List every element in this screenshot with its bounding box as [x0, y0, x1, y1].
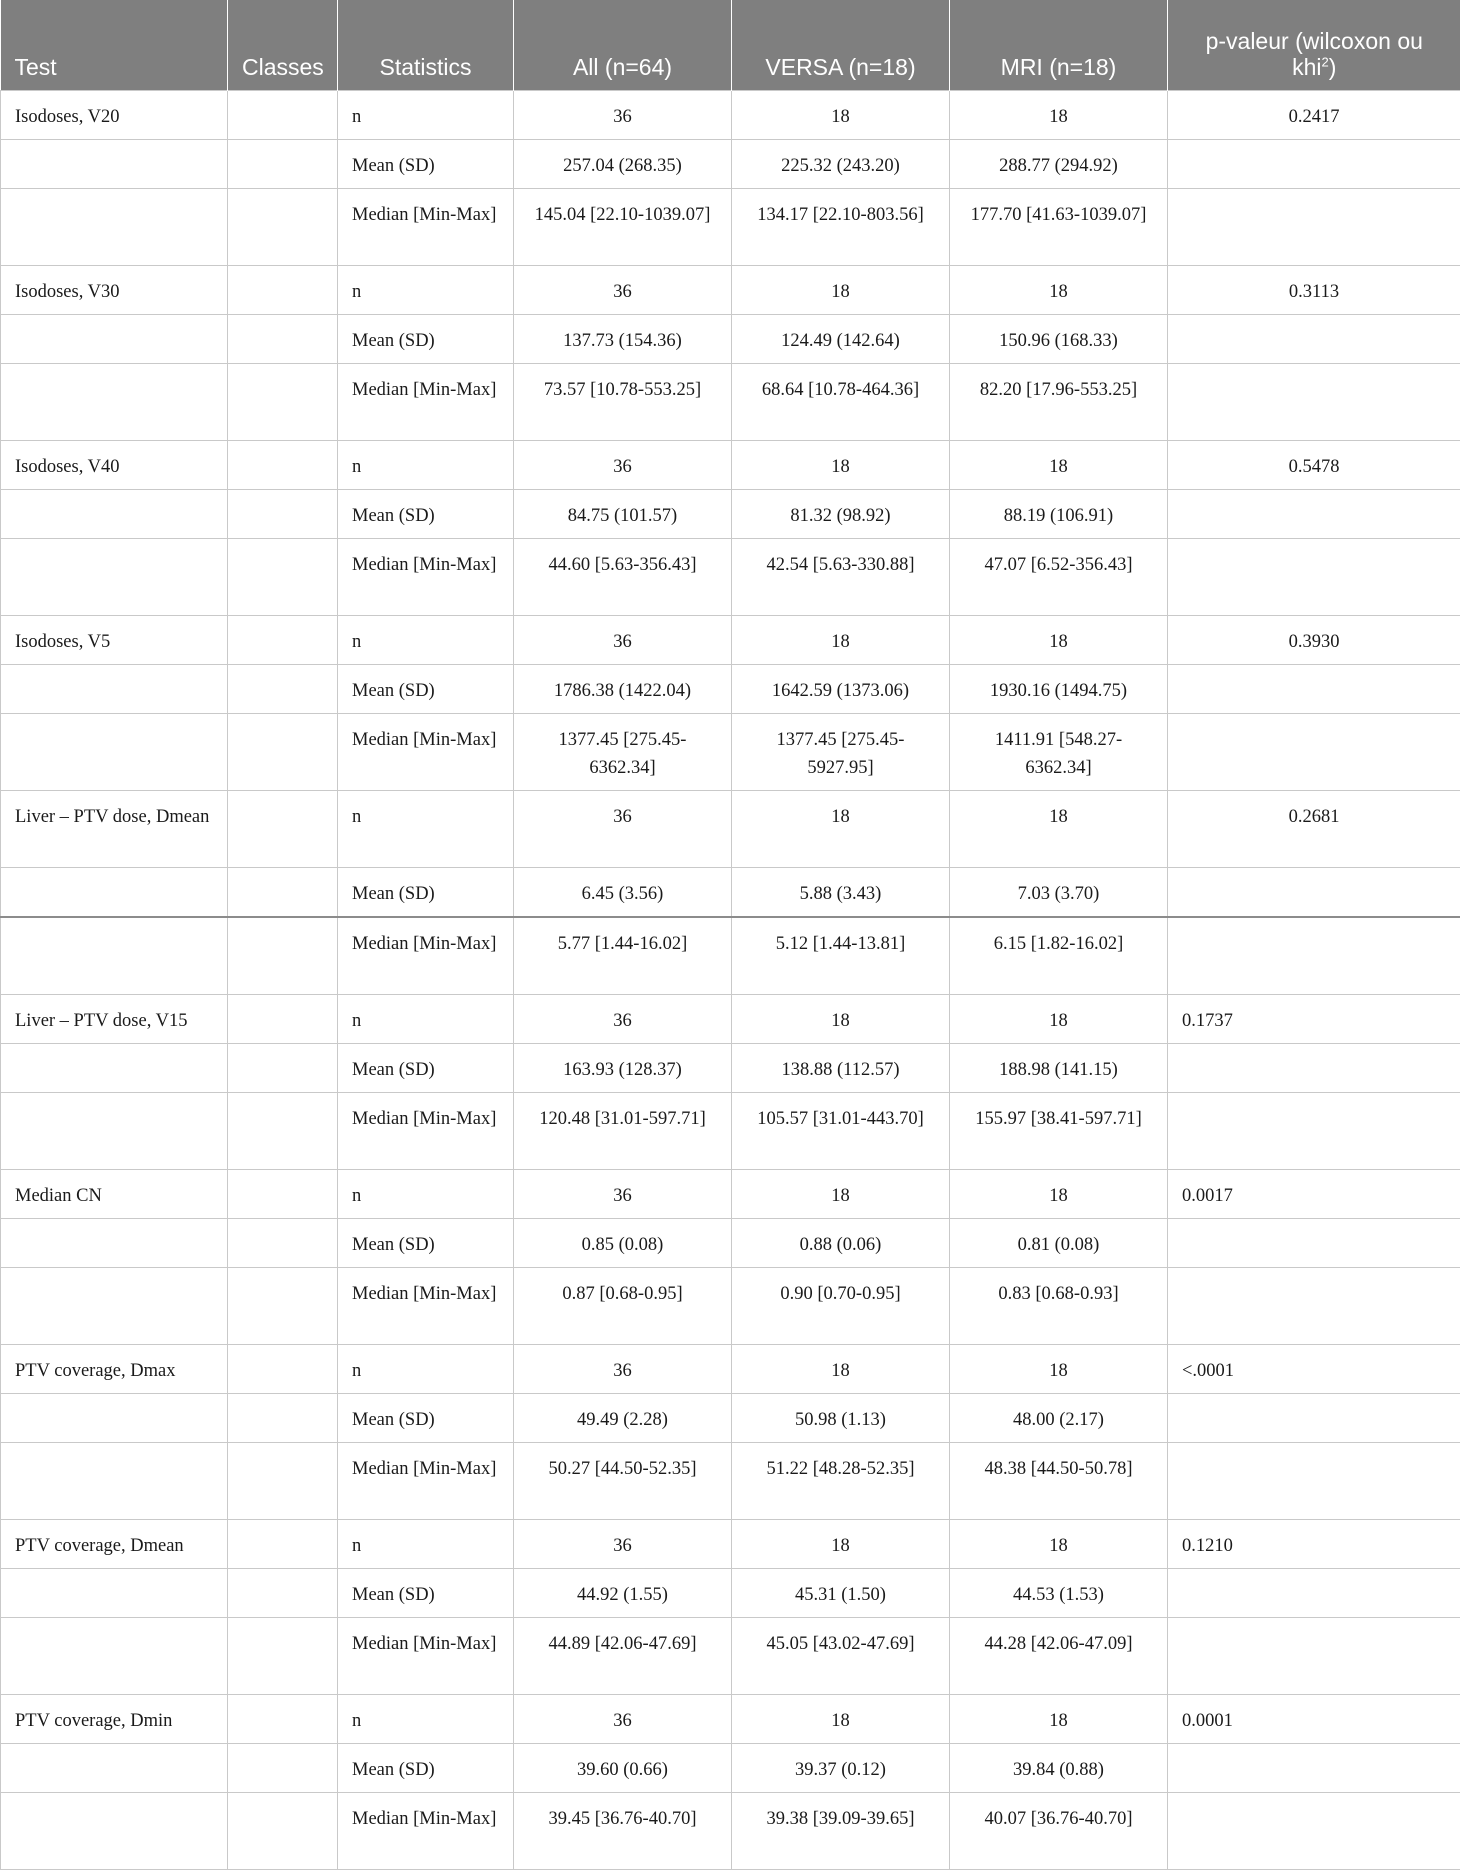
header-pvalue — [1168, 0, 1460, 91]
test-cell — [1, 917, 228, 995]
table-row — [1, 490, 1460, 539]
classes-cell — [228, 1569, 338, 1618]
pvalue-cell — [1168, 1394, 1460, 1443]
all-cell: 145.04 [22.10-1039.07] — [514, 189, 732, 266]
all-cell: 257.04 (268.35) — [514, 140, 732, 189]
statistic-label-cell: Mean (SD) — [338, 1044, 514, 1093]
versa-cell: 5.12 [1.44-13.81] — [732, 917, 950, 995]
test-cell — [1, 1219, 228, 1268]
pvalue-cell — [1168, 1093, 1460, 1170]
versa-cell: 0.88 (0.06) — [732, 1219, 950, 1268]
versa-cell: 124.49 (142.64) — [732, 315, 950, 364]
classes-cell — [228, 1520, 338, 1569]
classes-cell — [228, 1443, 338, 1520]
table-row — [1, 539, 1460, 616]
classes-cell — [228, 266, 338, 315]
pvalue-cell — [1168, 665, 1460, 714]
header-pvalue-sup: 2 — [1322, 54, 1329, 69]
classes-cell — [228, 665, 338, 714]
pvalue-cell: 0.3930 — [1168, 616, 1460, 665]
mri-cell: 18 — [950, 441, 1168, 490]
test-cell — [1, 1569, 228, 1618]
all-cell: 137.73 (154.36) — [514, 315, 732, 364]
all-cell: 84.75 (101.57) — [514, 490, 732, 539]
mri-cell: 1930.16 (1494.75) — [950, 665, 1168, 714]
versa-cell: 134.17 [22.10-803.56] — [732, 189, 950, 266]
classes-cell — [228, 1345, 338, 1394]
statistic-label-cell: n — [338, 441, 514, 490]
all-cell: 163.93 (128.37) — [514, 1044, 732, 1093]
statistic-label-cell: n — [338, 1695, 514, 1744]
table-row — [1, 791, 1460, 868]
statistic-label-cell: Median [Min-Max] — [338, 539, 514, 616]
table-row — [1, 1394, 1460, 1443]
mri-cell: 1411.91 [548.27-6362.34] — [950, 714, 1168, 791]
pvalue-cell: 0.5478 — [1168, 441, 1460, 490]
versa-cell: 18 — [732, 995, 950, 1044]
versa-cell: 39.38 [39.09-39.65] — [732, 1793, 950, 1870]
classes-cell — [228, 616, 338, 665]
test-cell — [1, 1044, 228, 1093]
table-row — [1, 315, 1460, 364]
all-cell: 36 — [514, 616, 732, 665]
mri-cell: 0.81 (0.08) — [950, 1219, 1168, 1268]
pvalue-cell — [1168, 364, 1460, 441]
statistic-label-cell: n — [338, 1345, 514, 1394]
mri-cell: 82.20 [17.96-553.25] — [950, 364, 1168, 441]
classes-cell — [228, 995, 338, 1044]
header-mri: MRI (n=18) — [950, 0, 1168, 91]
versa-cell: 18 — [732, 441, 950, 490]
classes-cell — [228, 364, 338, 441]
statistic-label-cell: n — [338, 1520, 514, 1569]
versa-cell: 18 — [732, 1520, 950, 1569]
all-cell: 36 — [514, 1520, 732, 1569]
test-cell: PTV coverage, Dmean — [1, 1520, 228, 1569]
table-row — [1, 616, 1460, 665]
classes-cell — [228, 539, 338, 616]
test-cell — [1, 189, 228, 266]
pvalue-cell — [1168, 189, 1460, 266]
versa-cell: 18 — [732, 616, 950, 665]
classes-cell — [228, 91, 338, 140]
test-cell: Isodoses, V30 — [1, 266, 228, 315]
test-cell — [1, 1618, 228, 1695]
table-row — [1, 714, 1460, 791]
table-row — [1, 441, 1460, 490]
mri-cell: 18 — [950, 1695, 1168, 1744]
versa-cell: 18 — [732, 1345, 950, 1394]
statistic-label-cell: Mean (SD) — [338, 1394, 514, 1443]
table-row — [1, 364, 1460, 441]
mri-cell: 0.83 [0.68-0.93] — [950, 1268, 1168, 1345]
mri-cell: 44.53 (1.53) — [950, 1569, 1168, 1618]
pvalue-cell — [1168, 490, 1460, 539]
pvalue-cell: <.0001 — [1168, 1345, 1460, 1394]
pvalue-cell — [1168, 1443, 1460, 1520]
mri-cell: 88.19 (106.91) — [950, 490, 1168, 539]
versa-cell: 1377.45 [275.45-5927.95] — [732, 714, 950, 791]
pvalue-cell: 0.3113 — [1168, 266, 1460, 315]
test-cell: PTV coverage, Dmin — [1, 1695, 228, 1744]
versa-cell: 18 — [732, 266, 950, 315]
table-row — [1, 1569, 1460, 1618]
mri-cell: 18 — [950, 266, 1168, 315]
header-statistics: Statistics — [338, 0, 514, 91]
statistic-label-cell: Median [Min-Max] — [338, 364, 514, 441]
all-cell: 36 — [514, 791, 732, 868]
versa-cell: 50.98 (1.13) — [732, 1394, 950, 1443]
classes-cell — [228, 1744, 338, 1793]
pvalue-cell — [1168, 539, 1460, 616]
mri-cell: 18 — [950, 791, 1168, 868]
versa-cell: 0.90 [0.70-0.95] — [732, 1268, 950, 1345]
pvalue-cell: 0.2681 — [1168, 791, 1460, 868]
classes-cell — [228, 1268, 338, 1345]
test-cell: Isodoses, V40 — [1, 441, 228, 490]
versa-cell: 45.31 (1.50) — [732, 1569, 950, 1618]
statistic-label-cell: Median [Min-Max] — [338, 1443, 514, 1520]
statistic-label-cell: Mean (SD) — [338, 140, 514, 189]
table-row — [1, 1695, 1460, 1744]
versa-cell: 18 — [732, 791, 950, 868]
table-row — [1, 189, 1460, 266]
pvalue-cell — [1168, 1268, 1460, 1345]
test-cell — [1, 315, 228, 364]
all-cell: 1377.45 [275.45-6362.34] — [514, 714, 732, 791]
pvalue-cell — [1168, 917, 1460, 995]
statistic-label-cell: n — [338, 1170, 514, 1219]
statistic-label-cell: Mean (SD) — [338, 1744, 514, 1793]
versa-cell: 42.54 [5.63-330.88] — [732, 539, 950, 616]
test-cell: Median CN — [1, 1170, 228, 1219]
mri-cell: 7.03 (3.70) — [950, 868, 1168, 918]
test-cell — [1, 539, 228, 616]
statistic-label-cell: Median [Min-Max] — [338, 1793, 514, 1870]
statistic-label-cell: n — [338, 791, 514, 868]
test-cell — [1, 1268, 228, 1345]
classes-cell — [228, 1793, 338, 1870]
classes-cell — [228, 1219, 338, 1268]
test-cell — [1, 364, 228, 441]
test-cell — [1, 1744, 228, 1793]
table-row — [1, 1093, 1460, 1170]
all-cell: 36 — [514, 441, 732, 490]
versa-cell: 45.05 [43.02-47.69] — [732, 1618, 950, 1695]
all-cell: 36 — [514, 1170, 732, 1219]
versa-cell: 1642.59 (1373.06) — [732, 665, 950, 714]
versa-cell: 81.32 (98.92) — [732, 490, 950, 539]
all-cell: 6.45 (3.56) — [514, 868, 732, 918]
test-cell — [1, 1394, 228, 1443]
table-row — [1, 266, 1460, 315]
header-test: Test — [1, 0, 228, 91]
classes-cell — [228, 1170, 338, 1219]
table-row — [1, 1345, 1460, 1394]
pvalue-cell: 0.1210 — [1168, 1520, 1460, 1569]
classes-cell — [228, 1044, 338, 1093]
all-cell: 44.89 [42.06-47.69] — [514, 1618, 732, 1695]
pvalue-cell — [1168, 1219, 1460, 1268]
test-cell: Liver – PTV dose, V15 — [1, 995, 228, 1044]
versa-cell: 51.22 [48.28-52.35] — [732, 1443, 950, 1520]
classes-cell — [228, 868, 338, 918]
all-cell: 73.57 [10.78-553.25] — [514, 364, 732, 441]
mri-cell: 150.96 (168.33) — [950, 315, 1168, 364]
test-cell: Isodoses, V5 — [1, 616, 228, 665]
pvalue-cell — [1168, 315, 1460, 364]
mri-cell: 18 — [950, 1170, 1168, 1219]
pvalue-cell: 0.2417 — [1168, 91, 1460, 140]
versa-cell: 39.37 (0.12) — [732, 1744, 950, 1793]
statistic-label-cell: Median [Min-Max] — [338, 1618, 514, 1695]
pvalue-cell — [1168, 1044, 1460, 1093]
statistic-label-cell: Mean (SD) — [338, 490, 514, 539]
all-cell: 36 — [514, 266, 732, 315]
mri-cell: 48.00 (2.17) — [950, 1394, 1168, 1443]
mri-cell: 18 — [950, 995, 1168, 1044]
header-row — [1, 0, 1460, 91]
header-versa: VERSA (n=18) — [732, 0, 950, 91]
all-cell: 36 — [514, 995, 732, 1044]
classes-cell — [228, 1093, 338, 1170]
table-row — [1, 868, 1460, 918]
test-cell — [1, 490, 228, 539]
all-cell: 49.49 (2.28) — [514, 1394, 732, 1443]
classes-cell — [228, 140, 338, 189]
test-cell: Liver – PTV dose, Dmean — [1, 791, 228, 868]
statistic-label-cell: Median [Min-Max] — [338, 917, 514, 995]
versa-cell: 18 — [732, 1170, 950, 1219]
table-row — [1, 1520, 1460, 1569]
test-cell — [1, 868, 228, 918]
statistic-label-cell: Mean (SD) — [338, 315, 514, 364]
statistic-label-cell: Mean (SD) — [338, 665, 514, 714]
mri-cell: 18 — [950, 1345, 1168, 1394]
test-cell — [1, 665, 228, 714]
versa-cell: 68.64 [10.78-464.36] — [732, 364, 950, 441]
statistic-label-cell: Median [Min-Max] — [338, 1093, 514, 1170]
versa-cell: 225.32 (243.20) — [732, 140, 950, 189]
mri-cell: 177.70 [41.63-1039.07] — [950, 189, 1168, 266]
classes-cell — [228, 189, 338, 266]
all-cell: 36 — [514, 91, 732, 140]
statistic-label-cell: n — [338, 995, 514, 1044]
all-cell: 39.60 (0.66) — [514, 1744, 732, 1793]
pvalue-cell: 0.0001 — [1168, 1695, 1460, 1744]
test-cell: Isodoses, V20 — [1, 91, 228, 140]
test-cell — [1, 1093, 228, 1170]
pvalue-cell — [1168, 1793, 1460, 1870]
versa-cell: 105.57 [31.01-443.70] — [732, 1093, 950, 1170]
statistic-label-cell: Median [Min-Max] — [338, 1268, 514, 1345]
mri-cell: 18 — [950, 91, 1168, 140]
test-cell — [1, 140, 228, 189]
statistic-label-cell: Mean (SD) — [338, 1569, 514, 1618]
versa-cell: 5.88 (3.43) — [732, 868, 950, 918]
mri-cell: 6.15 [1.82-16.02] — [950, 917, 1168, 995]
mri-cell: 48.38 [44.50-50.78] — [950, 1443, 1168, 1520]
mri-cell: 188.98 (141.15) — [950, 1044, 1168, 1093]
table-row — [1, 1618, 1460, 1695]
classes-cell — [228, 441, 338, 490]
mri-cell: 40.07 [36.76-40.70] — [950, 1793, 1168, 1870]
statistic-label-cell: n — [338, 91, 514, 140]
test-cell — [1, 714, 228, 791]
all-cell: 36 — [514, 1345, 732, 1394]
classes-cell — [228, 1394, 338, 1443]
classes-cell — [228, 791, 338, 868]
pvalue-cell — [1168, 1744, 1460, 1793]
table-row — [1, 1268, 1460, 1345]
statistic-label-cell: Median [Min-Max] — [338, 714, 514, 791]
table-row — [1, 665, 1460, 714]
versa-cell: 18 — [732, 1695, 950, 1744]
pvalue-cell — [1168, 1569, 1460, 1618]
versa-cell: 18 — [732, 91, 950, 140]
all-cell: 36 — [514, 1695, 732, 1744]
all-cell: 120.48 [31.01-597.71] — [514, 1093, 732, 1170]
mri-cell: 18 — [950, 616, 1168, 665]
mri-cell: 18 — [950, 1520, 1168, 1569]
all-cell: 44.60 [5.63-356.43] — [514, 539, 732, 616]
classes-cell — [228, 917, 338, 995]
statistic-label-cell: n — [338, 616, 514, 665]
table-row — [1, 140, 1460, 189]
test-cell — [1, 1443, 228, 1520]
statistic-label-cell: Mean (SD) — [338, 1219, 514, 1268]
versa-cell: 138.88 (112.57) — [732, 1044, 950, 1093]
pvalue-cell: 0.1737 — [1168, 995, 1460, 1044]
header-classes: Classes — [228, 0, 338, 91]
mri-cell: 39.84 (0.88) — [950, 1744, 1168, 1793]
table-row — [1, 1744, 1460, 1793]
mri-cell: 288.77 (294.92) — [950, 140, 1168, 189]
table-row — [1, 995, 1460, 1044]
table-row — [1, 1219, 1460, 1268]
classes-cell — [228, 1618, 338, 1695]
all-cell: 0.87 [0.68-0.95] — [514, 1268, 732, 1345]
mri-cell: 44.28 [42.06-47.09] — [950, 1618, 1168, 1695]
classes-cell — [228, 714, 338, 791]
table-row — [1, 91, 1460, 140]
mri-cell: 47.07 [6.52-356.43] — [950, 539, 1168, 616]
table-row — [1, 1170, 1460, 1219]
classes-cell — [228, 490, 338, 539]
classes-cell — [228, 315, 338, 364]
table-row — [1, 1443, 1460, 1520]
all-cell: 44.92 (1.55) — [514, 1569, 732, 1618]
pvalue-cell — [1168, 1618, 1460, 1695]
all-cell: 39.45 [36.76-40.70] — [514, 1793, 732, 1870]
all-cell: 0.85 (0.08) — [514, 1219, 732, 1268]
table-row — [1, 1793, 1460, 1870]
all-cell: 1786.38 (1422.04) — [514, 665, 732, 714]
mri-cell: 155.97 [38.41-597.71] — [950, 1093, 1168, 1170]
all-cell: 50.27 [44.50-52.35] — [514, 1443, 732, 1520]
pvalue-cell: 0.0017 — [1168, 1170, 1460, 1219]
header-pvalue-text: p-valeur (wilcoxon ou khi — [1206, 28, 1423, 80]
all-cell: 5.77 [1.44-16.02] — [514, 917, 732, 995]
pvalue-cell — [1168, 714, 1460, 791]
table-row — [1, 917, 1460, 995]
pvalue-cell — [1168, 868, 1460, 918]
header-all: All (n=64) — [514, 0, 732, 91]
pvalue-cell — [1168, 140, 1460, 189]
table-row — [1, 1044, 1460, 1093]
statistic-label-cell: Mean (SD) — [338, 868, 514, 918]
test-cell: PTV coverage, Dmax — [1, 1345, 228, 1394]
statistic-label-cell: Median [Min-Max] — [338, 189, 514, 266]
test-cell — [1, 1793, 228, 1870]
statistic-label-cell: n — [338, 266, 514, 315]
header-pvalue-end: ) — [1329, 54, 1337, 80]
table-body — [1, 91, 1460, 1870]
classes-cell — [228, 1695, 338, 1744]
